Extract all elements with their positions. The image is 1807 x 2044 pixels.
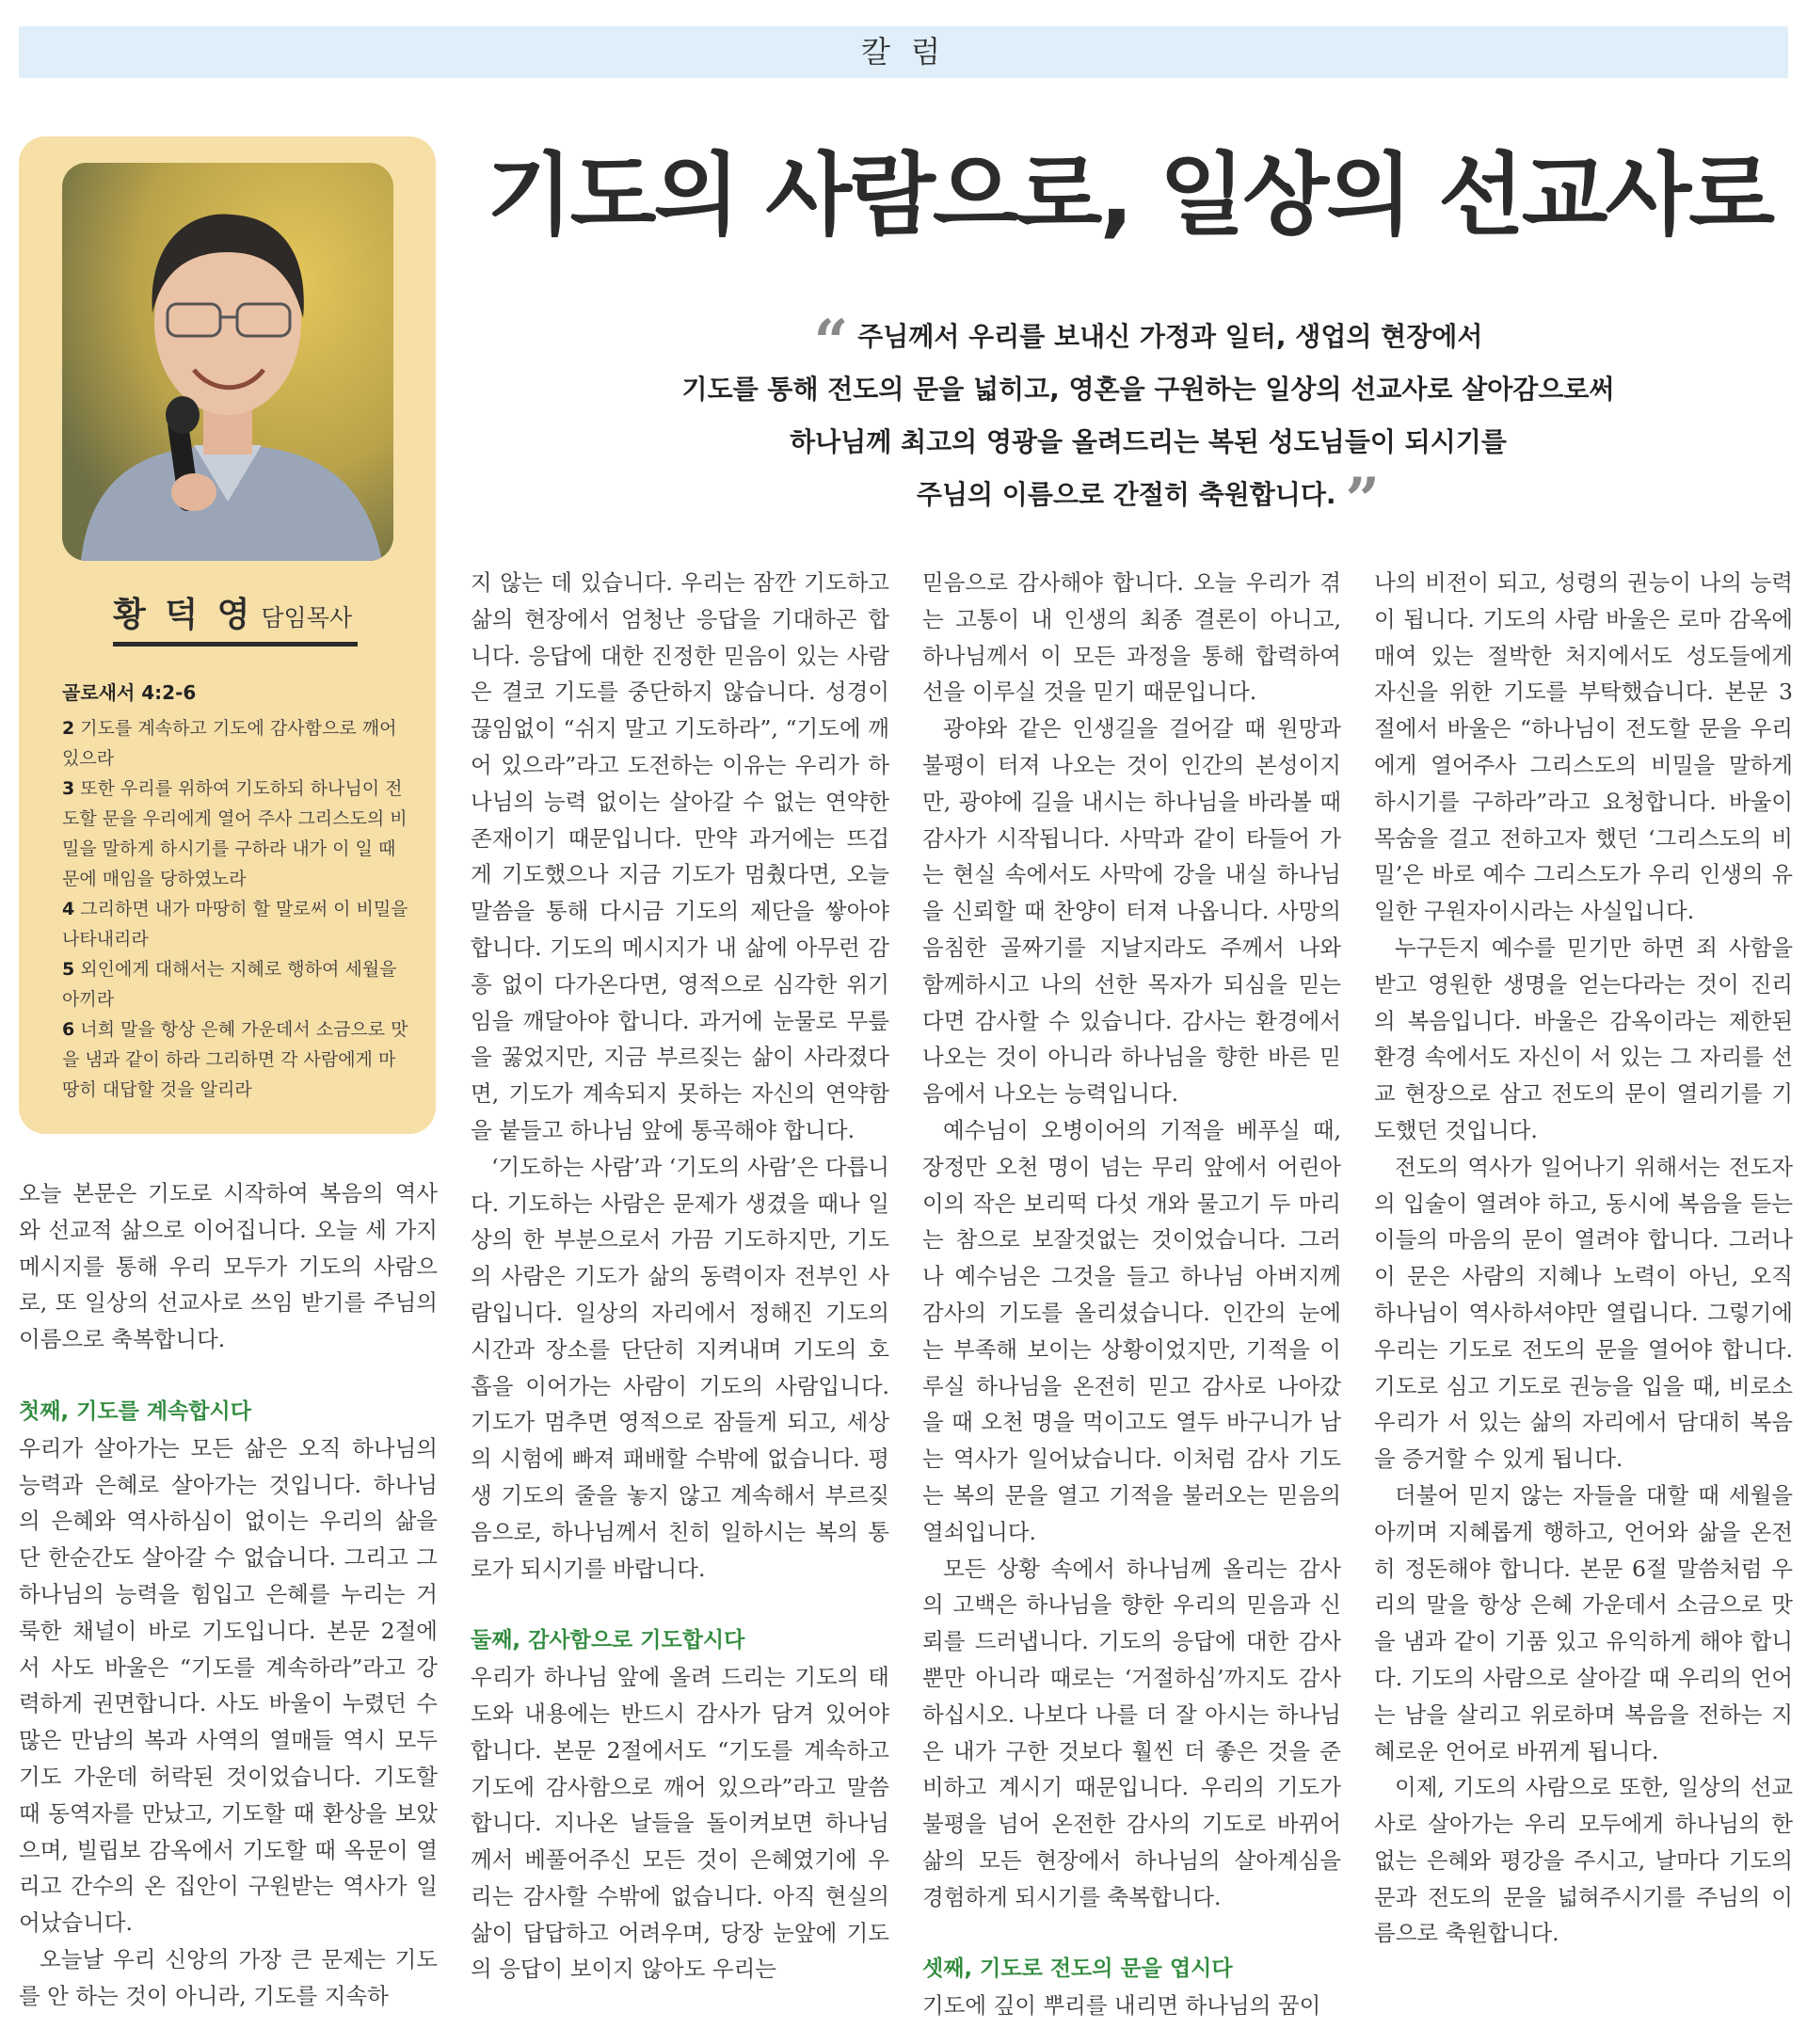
pull-quote-line: 기도를 통해 전도의 문을 넓히고, 영혼을 구원하는 일상의 선교사로 살아감으로써 bbox=[681, 374, 1615, 405]
scripture-verse: 4 그리하면 내가 마땅히 할 말로써 이 비밀을 나타내리라 bbox=[62, 899, 408, 950]
author-profile-box bbox=[19, 136, 436, 1134]
pull-quote-line: “ 주님께서 우리를 보내신 가정과 일터, 생업의 현장에서 bbox=[813, 307, 1483, 377]
body-paragraph: 전도의 역사가 일어나기 위해서는 전도자의 입술이 열려야 하고, 동시에 복음을 듣는 이들의 마음의 문이 열려야 합니다. 그러나 이 문은 사람의 지혜나 노력이 아닌, 오직 하나님이 역사하셔야만 열립니다. 그렇기에 우리는 기도로 전도의 문을 열어야 합니다. 기도로 심고 기도로 권능을 입을 때, 비로소 우리가 서 있는 삶의 자리에서 담대히 복음을 증거할 수 있게 됩니다. bbox=[1374, 1153, 1793, 1473]
scripture-verse: 5 외인에게 대해서는 지혜로 행하여 세월을 아끼라 bbox=[62, 959, 397, 1010]
scripture-reference: 골로새서 4:2-6 bbox=[62, 681, 197, 704]
author-name: 황 덕 영 bbox=[113, 596, 254, 634]
pull-quote bbox=[584, 307, 1713, 535]
section-heading: 셋째, 기도로 전도의 문을 엽시다 bbox=[922, 1956, 1233, 1982]
body-paragraph: 우리가 살아가는 모든 삶은 오직 하나님의 능력과 은혜로 살아가는 것입니다. 하나님의 은혜와 역사하심이 없이는 우리의 삶을 단 한순간도 살아갈 수 없습니다. 그리고 그 하나님의 능력을 힘입고 은혜를 누리는 거룩한 채널이 바로 기도입니다. 본문 2절에서 사도 바울은 “기도를 계속하라”라고 강력하게 권면합니다. 사도 바울이 누렸던 수많은 만남의 복과 사역의 열매들 역시 모두 기도 가운데 허락된 것이었습니다. 기도할 때 동역자를 만났고, 기도할 때 환상을 보았으며, 빌립보 감옥에서 기도할 때 옥문이 열리고 간수의 온 집안이 구원받는 역사가 일어났습니다. bbox=[19, 1434, 438, 1937]
open-quote-icon: “ bbox=[813, 307, 849, 377]
close-quote-icon: ” bbox=[1345, 465, 1381, 535]
scripture-verse: 3 또한 우리를 위하여 기도하되 하나님이 전도할 문을 우리에게 열어 주사 그리스도의 비밀을 말하게 하시기를 구하라 내가 이 일 때문에 매임을 당하였노라 bbox=[62, 778, 408, 889]
body-paragraph: 기도에 깊이 뿌리를 내리면 하나님의 꿈이 bbox=[922, 1992, 1321, 2020]
author-title: 담임목사 bbox=[261, 604, 353, 631]
body-paragraph: 누구든지 예수를 믿기만 하면 죄 사함을 받고 영원한 생명을 얻는다라는 것이 진리의 복음입니다. 바울은 감옥이라는 제한된 환경 속에서도 자신이 서 있는 그 자리를 선교 현장으로 삼고 전도의 문이 열리기를 기도했던 것입니다. bbox=[1374, 934, 1793, 1143]
body-paragraph: 더불어 믿지 않는 자들을 대할 때 세월을 아끼며 지혜롭게 행하고, 언어와 삶을 온전히 정돈해야 합니다. 본문 6절 말씀처럼 우리의 말을 항상 은혜 가운데서 소금으로 맛을 냄과 같이 기품 있고 유익하게 해야 합니다. 기도의 사람으로 살아갈 때 우리의 언어는 남을 살리고 위로하며 복음을 전하는 지혜로운 언어로 바뀌게 됩니다. bbox=[1374, 1481, 1793, 1765]
section-heading: 둘째, 감사함으로 기도합시다 bbox=[471, 1628, 745, 1653]
scripture-box bbox=[62, 678, 410, 1105]
body-column-1 bbox=[19, 1175, 438, 2015]
pull-quote-line: 주님의 이름으로 간절히 축원합니다. ” bbox=[916, 465, 1381, 535]
body-paragraph: 모든 상황 속에서 하나님께 올리는 감사의 고백은 하나님을 향한 우리의 믿음과 신뢰를 드러냅니다. 기도의 응답에 대한 감사뿐만 아니라 때로는 ‘거절하심’까지도 감사하십시오. 나보다 나를 더 잘 아시는 하나님은 내가 구한 것보다 훨씬 더 좋은 것을 준비하고 계시기 때문입니다. 우리의 기도가 불평을 넘어 온전한 감사의 기도로 바뀌어 삶의 모든 현장에서 하나님의 살아계심을 경험하게 되시기를 축복합니다. bbox=[922, 1555, 1341, 1910]
body-paragraph: 오늘날 우리 신앙의 가장 큰 문제는 기도를 안 하는 것이 아니라, 기도를 지속하 bbox=[19, 1945, 438, 2009]
body-paragraph: 예수님이 오병이어의 기적을 베푸실 때, 장정만 오천 명이 넘는 무리 앞에서 어린아이의 작은 보리떡 다섯 개와 물고기 두 마리는 참으로 보잘것없는 것이었습니다. 그러나 예수님은 그것을 들고 하나님 아버지께 감사의 기도를 올리셨습니다. 인간의 눈에는 부족해 보이는 상황이었지만, 기적을 이루실 하나님을 온전히 믿고 감사로 나아갔을 때 오천 명을 먹이고도 열두 바구니가 남는 역사가 일어났습니다. 이처럼 감사 기도는 복의 문을 열고 기적을 불러오는 믿음의 열쇠입니다. bbox=[922, 1116, 1341, 1545]
body-paragraph: 나의 비전이 되고, 성령의 권능이 나의 능력이 됩니다. 기도의 사람 바울은 로마 감옥에 매여 있는 절박한 처지에서도 성도들에게 자신을 위한 기도를 부탁했습니다. 본문 3절에서 바울은 “하나님이 전도할 문을 우리에게 열어주사 그리스도의 비밀을 말하게 하시기를 구하라”라고 요청합니다. 바울이 목숨을 걸고 전하고자 했던 ‘그리스도의 비밀’은 바로 예수 그리스도가 우리 인생의 유일한 구원자이시라는 사실입니다. bbox=[1374, 569, 1793, 925]
body-column-3 bbox=[922, 565, 1341, 2024]
author-photo bbox=[62, 163, 393, 561]
body-paragraph: 광야와 같은 인생길을 걸어갈 때 원망과 불평이 터져 나오는 것이 인간의 본성이지만, 광야에 길을 내시는 하나님을 바라볼 때 감사가 시작됩니다. 사막과 같이 타들어 가는 현실 속에서도 사막에 강을 내실 하나님을 신뢰할 때 찬양이 터져 나옵니다. 사망의 음침한 골짜기를 지날지라도 주께서 나와 함께하시고 나의 선한 목자가 되심을 믿는다면 감사할 수 있습니다. 감사는 환경에서 나오는 것이 아니라 하나님을 향한 바른 믿음에서 나오는 능력입니다. bbox=[922, 715, 1341, 1108]
body-paragraph: 지 않는 데 있습니다. 우리는 잠깐 기도하고 삶의 현장에서 엄청난 응답을 기대하곤 합니다. 응답에 대한 진정한 믿음이 있는 사람은 결코 기도를 중단하지 않습니다. 성경이 끊임없이 “쉬지 말고 기도하라”, “기도에 깨어 있으라”라고 도전하는 이유는 우리가 하나님의 능력 없이는 살아갈 수 없는 연약한 존재이기 때문입니다. 만약 과거에는 뜨겁게 기도했으나 지금 기도가 멈췄다면, 오늘 말씀을 통해 다시금 기도의 제단을 쌓아야 합니다. 기도의 메시지가 내 삶에 아무런 감흥 없이 다가온다면, 영적으로 심각한 위기임을 깨달아야 합니다. 과거에 눈물로 무릎을 꿇었지만, 지금 부르짖는 삶이 사라졌다면, 기도가 계속되지 못하는 자신의 연약함을 붙들고 하나님 앞에 통곡해야 합니다. bbox=[471, 569, 889, 1143]
article-title: 기도의 사람으로, 일상의 선교사로 bbox=[486, 144, 1773, 248]
scripture-verse: 2 기도를 계속하고 기도에 감사함으로 깨어 있으라 bbox=[62, 718, 397, 769]
body-paragraph: 믿음으로 감사해야 합니다. 오늘 우리가 겪는 고통이 내 인생의 최종 결론이 아니고, 하나님께서 이 모든 과정을 통해 합력하여 선을 이루실 것을 믿기 때문입니다. bbox=[922, 569, 1341, 706]
section-heading: 첫째, 기도를 계속합시다 bbox=[19, 1398, 251, 1424]
scripture-verse: 6 너희 말을 항상 은혜 가운데서 소금으로 맛을 냄과 같이 하라 그리하면 각 사람에게 마땅히 대답할 것을 알리라 bbox=[62, 1019, 408, 1100]
body-paragraph: ‘기도하는 사람’과 ‘기도의 사람’은 다릅니다. 기도하는 사람은 문제가 생겼을 때나 일상의 한 부분으로서 가끔 기도하지만, 기도의 사람은 기도가 삶의 동력이자 전부인 사람입니다. 일상의 자리에서 정해진 기도의 시간과 장소를 단단히 지켜내며 기도의 호흡을 이어가는 사람이 기도의 사람입니다. 기도가 멈추면 영적으로 잠들게 되고, 세상의 시험에 빠져 패배할 수밖에 없습니다. 평생 기도의 줄을 놓지 않고 계속해서 부르짖음으로, 하나님께서 친히 일하시는 복의 통로가 되시기를 바랍니다. bbox=[471, 1153, 889, 1582]
author-name-block bbox=[113, 588, 358, 647]
body-paragraph: 이제, 기도의 사람으로 또한, 일상의 선교사로 살아가는 우리 모두에게 하나님의 한없는 은혜와 평강을 주시고, 날마다 기도의 문과 전도의 문을 넓혀주시기를 주님의 이름으로 축원합니다. bbox=[1374, 1774, 1793, 1947]
body-column-2 bbox=[471, 565, 889, 1988]
body-paragraph: 우리가 하나님 앞에 올려 드리는 기도의 태도와 내용에는 반드시 감사가 담겨 있어야 합니다. 본문 2절에서도 “기도를 계속하고 기도에 감사함으로 깨어 있으라”라고 말씀합니다. 지나온 날들을 돌이켜보면 하나님께서 베풀어주신 모든 것이 은혜였기에 우리는 감사할 수밖에 없습니다. 아직 현실의 삶이 답답하고 어려우며, 당장 눈앞에 기도의 응답이 보이지 않아도 우리는 bbox=[471, 1664, 889, 1983]
body-column-4 bbox=[1374, 565, 1793, 1952]
body-paragraph: 오늘 본문은 기도로 시작하여 복음의 역사와 선교적 삶으로 이어집니다. 오늘 세 가지 메시지를 통해 우리 모두가 기도의 사람으로, 또 일상의 선교사로 쓰임 받기를 주님의 이름으로 축복합니다. bbox=[19, 1180, 438, 1353]
pull-quote-line: 하나님께 최고의 영광을 올려드리는 복된 성도님들이 되시기를 bbox=[790, 426, 1507, 457]
section-label: 칼 럼 bbox=[19, 26, 1788, 78]
